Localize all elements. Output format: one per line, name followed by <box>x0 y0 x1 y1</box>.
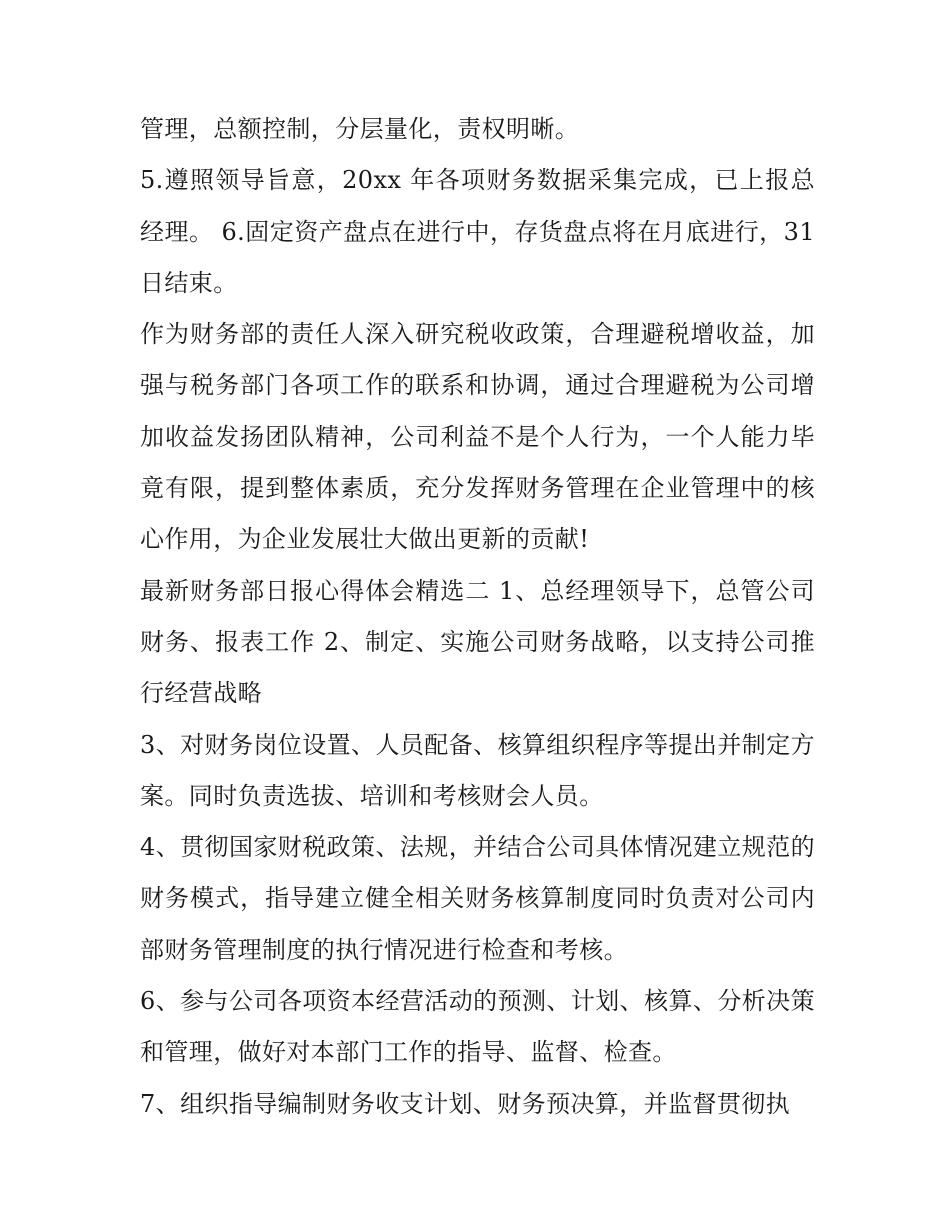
paragraph-management-summary: 管理，总额控制，分层量化，责权明晰。 <box>140 115 580 143</box>
paragraph-item-3: 3、对财务岗位设置、人员配备、核算组织程序等提出并制定方案。同时负责选拔、培训和考核财会人员。 <box>140 730 815 810</box>
paragraph-section-two-heading: 最新财务部日报心得体会精选二 1、总经理领导下，总管公司财务、报表工作 2、制定、实施公司财务战略，以支持公司推行经营战略 <box>140 576 815 708</box>
document-body <box>140 104 815 1130</box>
paragraph-tax-policy: 作为财务部的责任人深入研究税收政策，合理避税增收益，加强与税务部门各项工作的联系和协调，通过合理避税为公司增加收益发扬团队精神，公司利益不是个人行为，一个人能力毕竟有限，提到整体素质，充分发挥财务管理在企业管理中的核心作用，为企业发展壮大做出更新的贡献! <box>140 320 815 554</box>
paragraph-item-6: 6、参与公司各项资本经营活动的预测、计划、核算、分析决策和管理，做好对本部门工作的指导、监督、检查。 <box>140 987 815 1067</box>
paragraph-item-4: 4、贯彻国家财税政策、法规，并结合公司具体情况建立规范的财务模式，指导建立健全相关财务核算制度同时负责对公司内部财务管理制度的执行情况进行检查和考核。 <box>140 833 815 964</box>
paragraph-data-collection: 5.遵照领导旨意，20xx 年各项财务数据采集完成，已上报总经理。 6.固定资产盘点在进行中，存货盘点将在月底进行，31 日结束。 <box>140 166 815 297</box>
paragraph-item-7: 7、组织指导编制财务收支计划、财务预决算，并监督贯彻执 <box>140 1089 791 1118</box>
